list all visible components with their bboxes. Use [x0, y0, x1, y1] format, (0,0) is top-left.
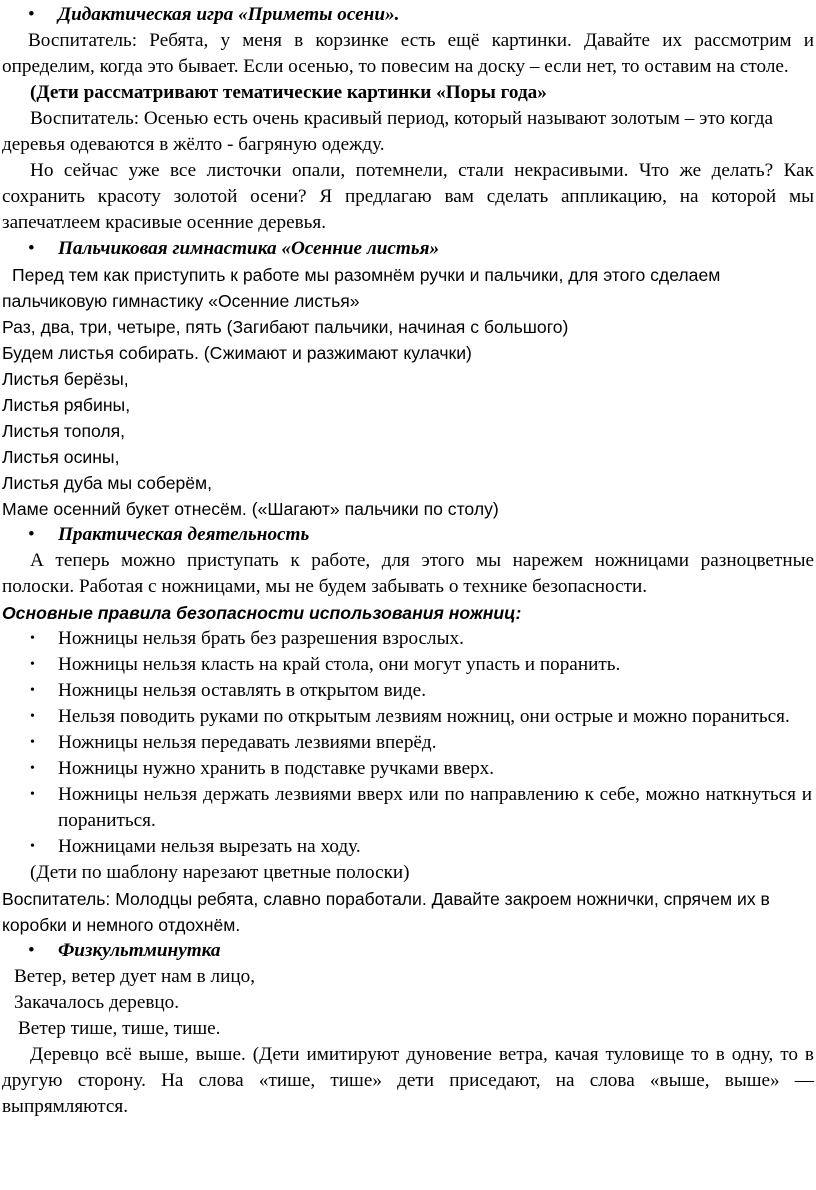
teacher-well-done-text: Воспитатель: Молодцы ребята, славно поработали. Давайте закроем ножнички, спрячем их в коробки и немного отдохнём.: [2, 889, 770, 935]
safety-rule-item: • Ножницы нельзя передавать лезвиями вперёд.: [2, 730, 814, 756]
but-now-text: Но сейчас уже все листочки опали, потемнели, стали некрасивыми. Что же делать? Как сохранить красоту золотой осени? Я предлагаю вам сделать аппликацию, на которой мы запечатлеем красивые осенние деревья.: [2, 160, 814, 233]
phys-minute-heading: • Физкультминутка: [2, 938, 814, 964]
poem-line: Листья рябины,: [2, 395, 131, 415]
safety-rules-heading: Основные правила безопасности использования ножниц:: [2, 603, 522, 623]
poem-line: Листья тополя,: [2, 421, 126, 441]
poem-line: Будем листья собирать. (Сжимают и разжимают кулачки): [2, 343, 472, 363]
finger-gymnastics-block: [2, 262, 814, 522]
phys-line: Закачалось деревцо.: [14, 992, 180, 1013]
finger-gymnastics-heading: • Пальчиковая гимнастика «Осенние листья»: [2, 236, 814, 262]
safety-rule-item: • Ножницы нельзя держать лезвиями вверх или по направлению к себе, можно наткнуться и пораниться.: [2, 782, 814, 834]
poem-line: Маме осенний букет отнесём. («Шагают» пальчики по столу): [2, 499, 499, 519]
practical-activity-text: А теперь можно приступать к работе, для этого мы нарежем ножницами разноцветные полоски. Работая с ножницами, мы не будем забывать о технике безопасности.: [2, 550, 814, 597]
phys-last-text: Деревцо всё выше, выше. (Дети имитируют дуновение ветра, качая туловище то в одну, то в другую сторону. На слова «тише, тише» дети приседают, на слова «выше, выше» — выпрямляются.: [2, 1044, 814, 1117]
teacher-autumn-text: Воспитатель: Осенью есть очень красивый период, который называют золотым – это когда деревья одеваются в жёлто - багряную одежду.: [2, 108, 774, 155]
safety-rule-item: • Ножницы нужно хранить в подставке ручками вверх.: [2, 756, 814, 782]
poem-line: Листья дуба мы соберём,: [2, 473, 213, 493]
safety-rule-item: • Ножницы нельзя класть на край стола, они могут упасть и поранить.: [2, 652, 814, 678]
children-cut-text: (Дети по шаблону нарезают цветные полоски): [30, 862, 410, 883]
poem-line: Раз, два, три, четыре, пять (Загибают пальчики, начиная с большого): [2, 317, 569, 337]
safety-rule-item: • Ножницы нельзя брать без разрешения взрослых.: [2, 626, 814, 652]
safety-rule-item: • Ножницы нельзя оставлять в открытом виде.: [2, 678, 814, 704]
phys-line: Ветер, ветер дует нам в лицо,: [14, 966, 256, 987]
poem-line: Листья осины,: [2, 447, 120, 467]
didactic-game-heading: • Дидактическая игра «Приметы осени».: [2, 2, 814, 28]
didactic-game-text: Воспитатель: Ребята, у меня в корзинке есть ещё картинки. Давайте их рассмотрим и определим, когда это бывает. Если осенью, то повесим на доску – если нет, то оставим на столе.: [2, 30, 814, 77]
phys-line: Ветер тише, тише, тише.: [18, 1018, 221, 1039]
safety-rules-list: [2, 626, 814, 860]
finger-gymnastics-intro: Перед тем как приступить к работе мы разомнём ручки и пальчики, для этого сделаем пальчиковую гимнастику «Осенние листья»: [2, 265, 721, 311]
safety-rule-item: • Ножницами нельзя вырезать на ходу.: [2, 834, 814, 860]
safety-rule-item: • Нельзя поводить руками по открытым лезвиям ножниц, они острые и можно пораниться.: [2, 704, 814, 730]
practical-activity-heading: • Практическая деятельность: [2, 522, 814, 548]
poem-line: Листья берёзы,: [2, 369, 129, 389]
children-look-text: (Дети рассматривают тематические картинки «Поры года»: [30, 82, 547, 103]
